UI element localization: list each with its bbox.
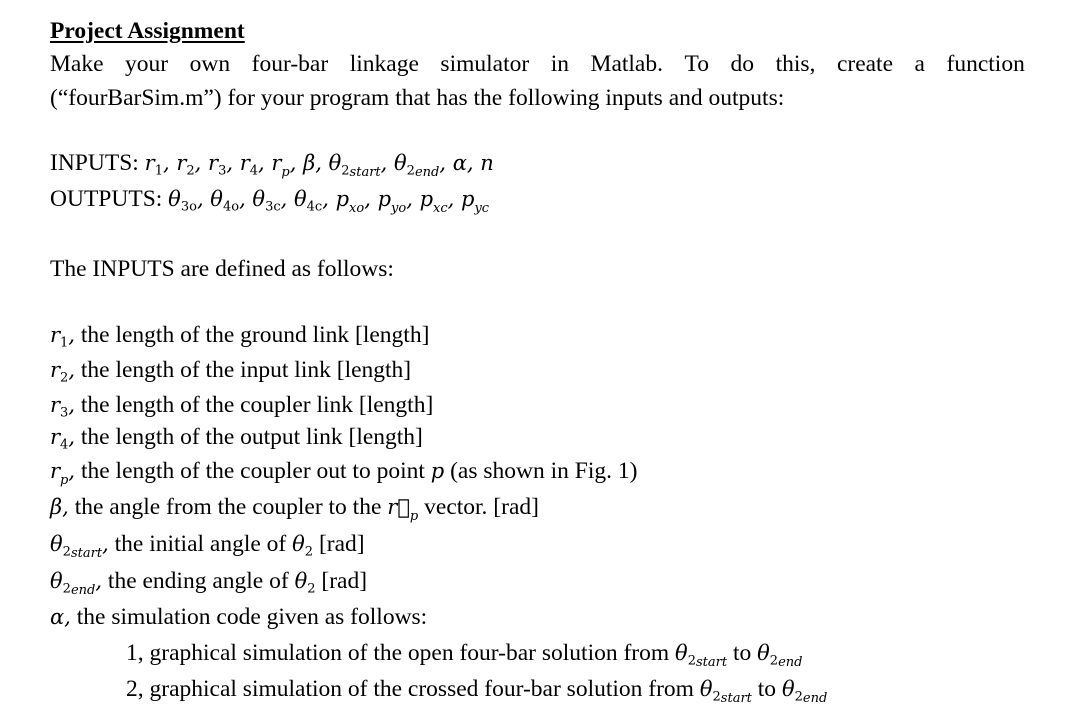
outputs-label: OUTPUTS: xyxy=(50,186,169,212)
intro-word: this, xyxy=(775,51,816,77)
definition-alpha: α, the simulation code given as follows: xyxy=(50,604,428,630)
intro-word: Matlab. xyxy=(590,51,663,77)
intro-word: create xyxy=(836,51,894,77)
outputs-expression: $\theta_{3o}$, $\theta_{4o}$, $\theta_{3c}$, $\theta_{4c}$, $p_{xo}$, $p_{yo}$, $p_{xc}$, $p_{yc}$ xyxy=(168,187,490,216)
definition-r1: $r_1$, the length of the ground link [length] xyxy=(50,322,430,351)
inputs-expression: $r_1$, $r_2$, $r_3$, $r_4$, $r_p$, β, $\theta_{2start}$, $\theta_{2end}$, α, n xyxy=(144,151,494,180)
definition-rp: $r_p$, the length of the coupler out to point p (as shown in Fig. 1) xyxy=(50,458,638,488)
definition-text: the angle from the coupler to the $r⃗_p$ vector. [rad] xyxy=(68,494,539,524)
definition-text: the initial angle of $\theta_2$ [rad] xyxy=(108,531,365,560)
inputs-line xyxy=(50,152,494,179)
intro-word: own xyxy=(189,51,231,77)
definition-text: the simulation code given as follows: xyxy=(70,604,428,630)
definition-theta2start: $\theta_{2start}$, the initial angle of $\theta_2$ [rad] xyxy=(50,531,365,561)
definition-theta2end: $\theta_{2end}$, the ending angle of $\theta_2$ [rad] xyxy=(50,568,368,598)
definition-text: the ending angle of $\theta_2$ [rad] xyxy=(102,568,368,597)
intro-word: do xyxy=(730,51,755,77)
definition-r3: $r_3$, the length of the coupler link [length] xyxy=(50,392,434,421)
intro-word: in xyxy=(550,51,570,77)
intro-line-1 xyxy=(50,53,1025,77)
definition-text: the length of the ground link [length] xyxy=(75,322,430,348)
intro-line-2: (“fourBarSim.m”) for your program that has the following inputs and outputs: xyxy=(50,85,785,111)
definition-text: the length of the input link [length] xyxy=(75,357,412,383)
definition-r2: $r_2$, the length of the input link [length] xyxy=(50,357,412,386)
alpha-option-2: 2, graphical simulation of the crossed four-bar solution from $\theta_{2start}$ to $\theta_{2end}$ xyxy=(126,676,828,706)
page-title: Project Assignment xyxy=(50,18,245,44)
definition-text: the length of the coupler out to point p (as shown in Fig. 1) xyxy=(75,458,638,484)
defined-heading: The INPUTS are defined as follows: xyxy=(50,256,394,282)
intro-word: linkage xyxy=(349,51,419,77)
intro-word: function xyxy=(946,51,1025,77)
intro-word: To xyxy=(684,51,709,77)
definition-beta: β, the angle from the coupler to the $r⃗_p$ vector. [rad] xyxy=(50,494,539,524)
intro-word: simulator xyxy=(440,51,530,77)
inputs-label: INPUTS: xyxy=(50,150,145,176)
definition-text: the length of the coupler link [length] xyxy=(75,392,434,418)
intro-word: four-bar xyxy=(251,51,329,77)
outputs-line xyxy=(50,188,489,215)
intro-word: your xyxy=(125,51,169,77)
definition-text: the length of the output link [length] xyxy=(75,424,423,450)
definition-r4: $r_4$, the length of the output link [length] xyxy=(50,424,423,453)
intro-word: Make xyxy=(50,51,104,77)
alpha-option-1: 1, graphical simulation of the open four-bar solution from $\theta_{2start}$ to $\theta_{2end}$ xyxy=(126,640,803,670)
intro-word: a xyxy=(914,51,925,77)
